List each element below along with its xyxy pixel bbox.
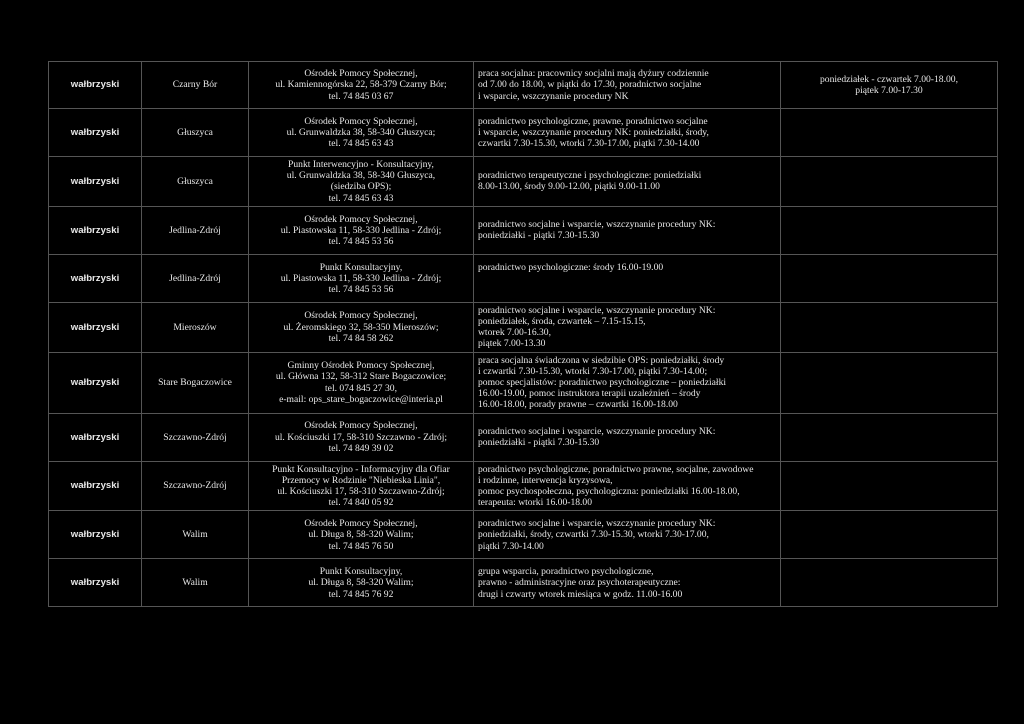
- gmina-cell: Jedlina-Zdrój: [142, 254, 249, 302]
- institution-cell: [249, 109, 474, 157]
- institution-line: Ośrodek Pomocy Społecznej,: [304, 518, 418, 530]
- hours-cell: [781, 206, 998, 254]
- forms-line: poradnictwo terapeutyczne i psychologiczne: poniedziałki: [478, 170, 702, 182]
- institution-line: Punkt Konsultacyjny,: [319, 566, 403, 578]
- institution-line: e-mail: ops_stare_bogaczowice@interia.pl: [279, 393, 443, 405]
- institution-cell: [249, 352, 474, 413]
- gmina-cell: Głuszyca: [142, 109, 249, 157]
- gmina-cell: Głuszyca: [142, 157, 249, 207]
- institution-line: Ośrodek Pomocy Społecznej,: [304, 310, 418, 322]
- institution-line: ul. Długa 8, 58-320 Walim;: [308, 529, 414, 541]
- institution-line: Ośrodek Pomocy Społecznej,: [304, 68, 418, 80]
- forms-line: i rodzinne, interwencja kryzysowa,: [478, 474, 613, 486]
- forms-line: poradnictwo socjalne i wsparcie, wszczynanie procedury NK:: [478, 219, 716, 231]
- institution-line: tel. 074 845 27 30,: [325, 382, 397, 394]
- hours-line: piątek 7.00-17.30: [855, 85, 923, 96]
- institution-cell: [249, 413, 474, 461]
- forms-cell: [474, 254, 781, 302]
- gmina-cell: Szczawno-Zdrój: [142, 461, 249, 511]
- institution-line: Punkt Interwencyjno - Konsultacyjny,: [288, 159, 434, 170]
- powiat-cell: wałbrzyski: [49, 206, 142, 254]
- gmina-cell: Mieroszów: [142, 302, 249, 352]
- forms-line: praca socjalna: pracownicy socjalni mają dyżury codziennie: [478, 68, 709, 80]
- table-row: [49, 461, 998, 511]
- powiat-cell: wałbrzyski: [49, 62, 142, 109]
- gmina-cell: Walim: [142, 511, 249, 559]
- forms-cell: [474, 413, 781, 461]
- institution-line: Ośrodek Pomocy Społecznej,: [304, 420, 418, 432]
- hours-cell: [781, 461, 998, 511]
- institution-line: ul. Główna 132, 58-312 Stare Bogaczowice;: [275, 371, 447, 383]
- institution-line: Punkt Konsultacyjno - Informacyjny dla Ofiar: [272, 463, 450, 475]
- institution-line: tel. 74 849 39 02: [328, 442, 394, 454]
- institution-line: ul. Grunwaldzka 38, 58-340 Głuszyca,: [286, 170, 436, 182]
- forms-cell: [474, 62, 781, 109]
- hours-cell: [781, 352, 998, 413]
- forms-line: grupa wsparcia, poradnictwo psychologiczne,: [478, 566, 654, 578]
- table-row: [49, 352, 998, 413]
- forms-cell: [474, 109, 781, 157]
- institution-line: tel. 74 845 76 50: [328, 540, 394, 552]
- institution-line: ul. Piastowska 11, 58-330 Jedlina - Zdrój;: [280, 272, 442, 284]
- table-row: [49, 109, 998, 157]
- institution-line: ul. Kamiennogórska 22, 58-379 Czarny Bór;: [275, 79, 447, 91]
- table-row: [49, 62, 998, 109]
- institution-line: ul. Długa 8, 58-320 Walim;: [308, 577, 414, 589]
- hours-cell: [781, 302, 998, 352]
- forms-line: poniedziałki - piątki 7.30-15.30: [478, 437, 600, 449]
- hours-line: poniedziałek - czwartek 7.00-18.00,: [820, 73, 958, 85]
- forms-line: i wsparcie, wszczynanie procedury NK: [478, 90, 629, 102]
- forms-cell: [474, 206, 781, 254]
- institution-line: tel. 74 845 53 56: [328, 235, 394, 247]
- powiat-cell: wałbrzyski: [49, 157, 142, 207]
- forms-line: poradnictwo psychologiczne: środy 16.00-19.00: [478, 261, 664, 273]
- forms-cell: [474, 559, 781, 607]
- forms-line: drugi i czwarty wtorek miesiąca w godz. 11.00-16.00: [478, 588, 683, 600]
- institution-line: ul. Kościuszki 17, 58-310 Szczawno - Zdrój;: [274, 431, 448, 443]
- institution-cell: [249, 511, 474, 559]
- gmina-cell: Szczawno-Zdrój: [142, 413, 249, 461]
- hours-cell: [781, 413, 998, 461]
- hours-cell: [781, 511, 998, 559]
- forms-line: poradnictwo psychologiczne, poradnictwo prawne, socjalne, zawodowe: [478, 463, 754, 475]
- table-body: [49, 62, 998, 607]
- institution-line: ul. Piastowska 11, 58-330 Jedlina - Zdrój;: [280, 224, 442, 236]
- forms-line: poniedziałki, środy, czwartki 7.30-15.30, wtorki 7.30-17.00,: [478, 529, 709, 541]
- forms-line: poradnictwo socjalne i wsparcie, wszczynanie procedury NK:: [478, 425, 716, 437]
- powiat-cell: wałbrzyski: [49, 413, 142, 461]
- forms-line: [478, 273, 776, 284]
- institution-line: tel. 74 840 05 92: [328, 497, 394, 509]
- powiat-cell: wałbrzyski: [49, 109, 142, 157]
- forms-line: 16.00-18.00, porady prawne – czwartki 16.00-18.00: [478, 399, 678, 411]
- forms-line: czwartki 7.30-15.30, wtorki 7.30-17.00, piątki 7.30-14.00: [478, 138, 700, 150]
- forms-line: piątek 7.00-13.30: [478, 338, 546, 350]
- table-row: [49, 206, 998, 254]
- forms-line: wtorek 7.00-16.30,: [478, 327, 552, 339]
- forms-line: praca socjalna świadczona w siedzibie OPS: poniedziałki, środy: [478, 354, 725, 366]
- powiat-cell: wałbrzyski: [49, 254, 142, 302]
- forms-cell: [474, 157, 781, 207]
- institution-cell: [249, 206, 474, 254]
- gmina-cell: Jedlina-Zdrój: [142, 206, 249, 254]
- forms-cell: [474, 302, 781, 352]
- institution-line: tel. 74 845 53 56: [328, 283, 394, 295]
- hours-cell: [781, 157, 998, 207]
- forms-cell: [474, 511, 781, 559]
- institution-cell: [249, 559, 474, 607]
- forms-line: pomoc specjalistów: poradnictwo psychologiczne – poniedziałki: [478, 377, 727, 389]
- forms-cell: [474, 352, 781, 413]
- institution-line: Ośrodek Pomocy Społecznej,: [304, 115, 418, 127]
- institution-line: ul. Grunwaldzka 38, 58-340 Głuszyca;: [286, 126, 436, 138]
- institution-line: Punkt Konsultacyjny,: [319, 261, 403, 273]
- institution-cell: [249, 62, 474, 109]
- forms-line: 8.00-13.00, środy 9.00-12.00, piątki 9.00-11.00: [478, 181, 660, 193]
- forms-line: poradnictwo psychologiczne, prawne, poradnictwo socjalne: [478, 115, 708, 127]
- institution-line: (siedziba OPS);: [330, 181, 392, 193]
- institution-cell: [249, 302, 474, 352]
- institution-line: tel. 74 845 76 92: [328, 588, 394, 600]
- table-row: [49, 511, 998, 559]
- forms-line: poradnictwo socjalne i wsparcie, wszczynanie procedury NK:: [478, 518, 716, 530]
- institution-line: tel. 74 845 63 43: [328, 138, 394, 150]
- institution-line: Ośrodek Pomocy Społecznej,: [304, 213, 418, 225]
- table-row: [49, 157, 998, 207]
- forms-line: terapeuta: wtorki 16.00-18.00: [478, 497, 593, 509]
- institution-line: ul. Kościuszki 17, 58-310 Szczawno-Zdrój;: [277, 486, 445, 498]
- powiat-cell: wałbrzyski: [49, 559, 142, 607]
- powiat-cell: wałbrzyski: [49, 461, 142, 511]
- forms-cell: [474, 461, 781, 511]
- gmina-cell: Stare Bogaczowice: [142, 352, 249, 413]
- forms-line: i czwartki 7.30-15.30, wtorki 7.30-17.00, piątki 7.30-14.00;: [478, 365, 708, 377]
- institution-cell: [249, 461, 474, 511]
- institution-line: tel. 74 84 58 262: [328, 332, 394, 344]
- gmina-cell: Czarny Bór: [142, 62, 249, 109]
- institution-cell: [249, 157, 474, 207]
- forms-line: poniedziałki - piątki 7.30-15.30: [478, 230, 600, 242]
- institution-cell: [249, 254, 474, 302]
- powiat-cell: wałbrzyski: [49, 302, 142, 352]
- hours-cell: [781, 559, 998, 607]
- powiat-cell: wałbrzyski: [49, 352, 142, 413]
- institution-line: Przemocy w Rodzinie "Niebieska Linia",: [281, 474, 441, 486]
- forms-line: poniedziałek, środa, czwartek – 7.15-15.15,: [478, 316, 646, 328]
- forms-line: poradnictwo socjalne i wsparcie, wszczynanie procedury NK:: [478, 304, 716, 316]
- hours-cell: [781, 62, 998, 109]
- forms-line: i wsparcie, wszczynanie procedury NK: poniedziałki, środy,: [478, 126, 709, 138]
- table-row: [49, 302, 998, 352]
- forms-line: od 7.00 do 18.00, w piątki do 17.30, poradnictwo socjalne: [478, 79, 702, 91]
- table-row: [49, 254, 998, 302]
- forms-line: [478, 284, 776, 295]
- hours-cell: [781, 254, 998, 302]
- forms-line: piątki 7.30-14.00: [478, 540, 544, 552]
- table-row: [49, 559, 998, 607]
- services-table: [48, 61, 998, 607]
- institution-line: tel. 74 845 03 67: [328, 90, 394, 102]
- institution-line: tel. 74 845 63 43: [328, 192, 394, 204]
- forms-line: 16.00-19.00, pomoc instruktora terapii uzależnień – środy: [478, 388, 701, 400]
- forms-line: prawno - administracyjne oraz psychoterapeutyczne:: [478, 577, 681, 589]
- institution-line: Gminny Ośrodek Pomocy Społecznej,: [287, 360, 435, 372]
- forms-line: pomoc psychospołeczna, psychologiczna: poniedziałki 16.00-18.00,: [478, 486, 740, 498]
- powiat-cell: wałbrzyski: [49, 511, 142, 559]
- gmina-cell: Walim: [142, 559, 249, 607]
- institution-line: ul. Żeromskiego 32, 58-350 Mieroszów;: [283, 321, 439, 333]
- hours-cell: [781, 109, 998, 157]
- table-row: [49, 413, 998, 461]
